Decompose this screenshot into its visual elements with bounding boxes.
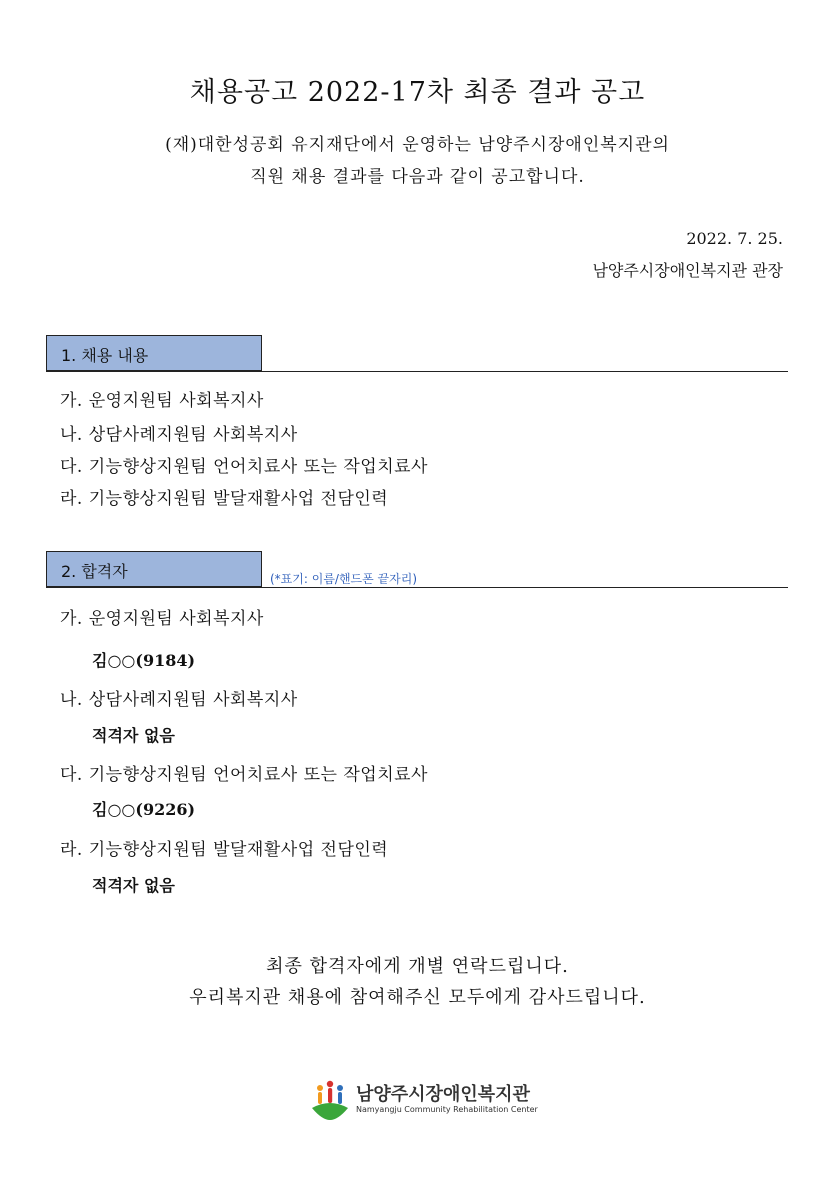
section-1-item: 가. 운영지원팀 사회복지사 <box>60 391 264 411</box>
section-1-item: 다. 기능향상지원팀 언어치료사 또는 작업치료사 <box>60 457 428 477</box>
section-2-heading: 2. 합격자 <box>46 551 262 587</box>
page-title: 채용공고 2022-17차 최종 결과 공고 <box>189 77 646 108</box>
result-group-label: 가. 운영지원팀 사회복지사 <box>60 609 264 629</box>
section-1-item: 나. 상담사례지원팀 사회복지사 <box>60 425 298 445</box>
people-logo-icon <box>308 1078 352 1120</box>
result-value: 김○○(9226) <box>92 800 196 819</box>
intro-line-2: 직원 채용 결과를 다음과 같이 공고합니다. <box>250 167 585 187</box>
section-1-item: 라. 기능향상지원팀 발달재활사업 전담인력 <box>60 489 389 509</box>
section-2-note: (*표기: 이름/핸드폰 끝자리) <box>270 572 417 586</box>
result-value: 김○○(9184) <box>92 651 196 670</box>
result-value: 적격자 없음 <box>92 876 175 895</box>
logo-name-english: Namyangju Community Rehabilitation Center <box>356 1105 538 1114</box>
center-logo <box>308 1078 538 1122</box>
result-value: 적격자 없음 <box>92 726 175 745</box>
section-1-heading: 1. 채용 내용 <box>46 335 262 371</box>
closing-line-2: 우리복지관 채용에 참여해주신 모두에게 감사드립니다. <box>189 987 646 1008</box>
notice-signer: 남양주시장애인복지관 관장 <box>592 261 783 280</box>
logo-name-korean: 남양주시장애인복지관 <box>356 1084 530 1105</box>
result-group-label: 나. 상담사례지원팀 사회복지사 <box>60 690 298 710</box>
section-2-rule <box>46 587 788 588</box>
notice-date: 2022. 7. 25. <box>686 229 783 248</box>
intro-line-1: (재)대한성공회 유지재단에서 운영하는 남양주시장애인복지관의 <box>165 135 670 155</box>
result-group-label: 다. 기능향상지원팀 언어치료사 또는 작업치료사 <box>60 765 428 785</box>
closing-line-1: 최종 합격자에게 개별 연락드립니다. <box>266 956 569 977</box>
result-group-label: 라. 기능향상지원팀 발달재활사업 전담인력 <box>60 840 389 860</box>
section-1-rule <box>46 371 788 372</box>
